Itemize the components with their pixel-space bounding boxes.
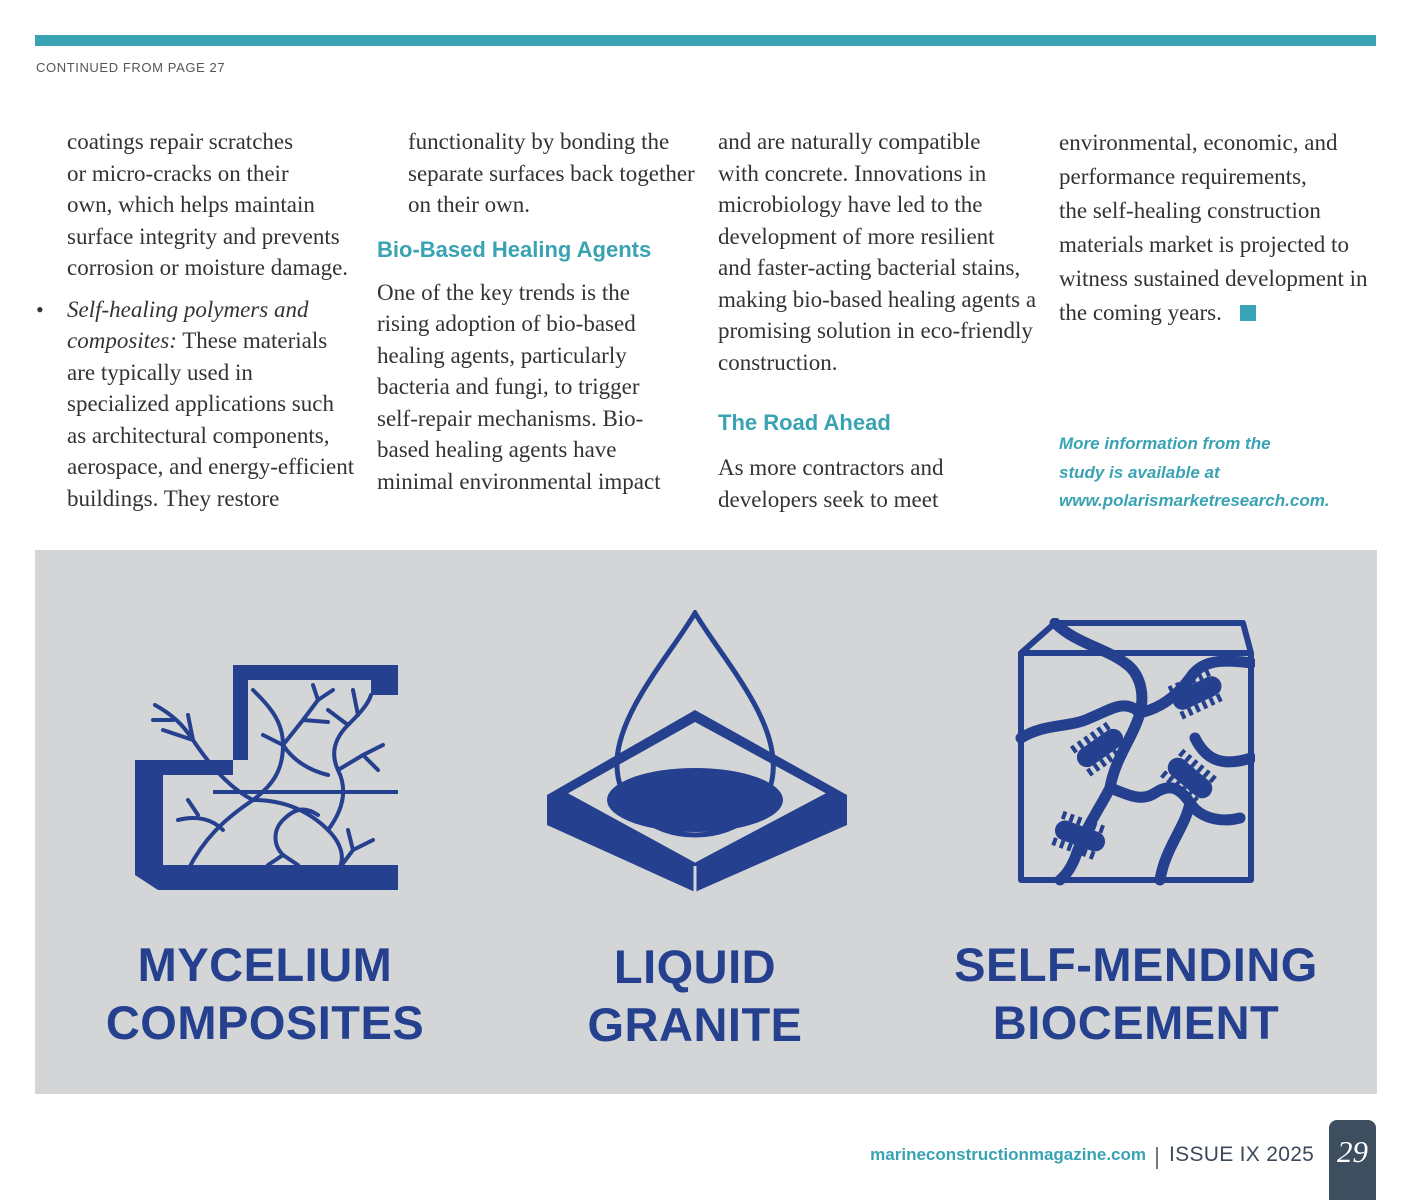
text-line: materials market is projected to xyxy=(1059,232,1349,257)
title-line: COMPOSITES xyxy=(105,996,425,1049)
more-info-note xyxy=(1059,430,1379,516)
text-line: the coming years. xyxy=(1059,300,1222,325)
text-line: buildings. They restore xyxy=(67,485,280,511)
text-line: and faster-acting bacterial stains, xyxy=(718,255,1021,280)
bullet-item xyxy=(36,294,357,515)
biocement-icon xyxy=(1015,618,1255,886)
text-line: and are naturally compatible xyxy=(718,129,981,154)
title-line: LIQUID xyxy=(613,940,777,993)
panel-title-biocement xyxy=(935,936,1337,1052)
more-info-line: study is available at xyxy=(1059,462,1220,482)
section-heading: Bio-Based Healing Agents xyxy=(377,236,652,262)
page-number-tab xyxy=(1329,1120,1376,1200)
text-line: One of the key trends is the xyxy=(377,279,630,305)
text-line: coatings repair scratches xyxy=(67,129,294,154)
top-accent-bar xyxy=(35,35,1376,46)
text-line: or micro-cracks on their xyxy=(67,160,289,186)
text-line: promising solution in eco-friendly xyxy=(718,318,1033,343)
text-line: These materials xyxy=(176,328,328,353)
text-line: development of more resilient xyxy=(718,223,995,249)
text-line: self-repair mechanisms. Bio- xyxy=(377,405,644,431)
bullet-term: Self-healing polymers and xyxy=(67,296,309,322)
text-line: As more contractors and xyxy=(718,455,944,480)
text-line: construction. xyxy=(718,349,838,375)
more-info-link[interactable]: www.polarismarketresearch.com. xyxy=(1059,491,1330,510)
continued-label: CONTINUED FROM PAGE 27 xyxy=(36,60,226,75)
text-line: own, which helps maintain xyxy=(67,192,315,217)
text-line: making bio-based healing agents a xyxy=(718,286,1037,312)
title-line: SELF-MENDING xyxy=(954,938,1318,991)
title-line: MYCELIUM xyxy=(137,938,393,991)
text-line: specialized applications such xyxy=(67,391,334,416)
text-line: surface integrity and prevents xyxy=(67,223,340,249)
bullet-term: composites: xyxy=(67,328,177,353)
text-line: minimal environmental impact xyxy=(377,468,661,494)
text-line: developers seek to meet xyxy=(718,486,939,512)
footer-issue: ISSUE IX 2025 xyxy=(1169,1143,1315,1166)
text-line: bacteria and fungi, to trigger xyxy=(377,374,640,399)
text-line: the self-healing construction xyxy=(1059,198,1321,223)
text-line: microbiology have led to the xyxy=(718,192,983,217)
text-line: with concrete. Innovations in xyxy=(718,160,987,186)
text-line: aerospace, and energy-efficient xyxy=(67,454,355,479)
materials-graphic-panel xyxy=(35,550,1377,1094)
section-heading: The Road Ahead xyxy=(718,410,891,435)
footer-divider xyxy=(1156,1147,1158,1169)
text-line: corrosion or moisture damage. xyxy=(67,255,349,280)
column-2 xyxy=(377,126,707,497)
text-line: on their own. xyxy=(408,192,531,217)
column-4 xyxy=(1059,126,1389,330)
panel-title-mycelium xyxy=(75,936,455,1052)
page-number: 29 xyxy=(1337,1134,1368,1169)
more-info-line: More information from the xyxy=(1059,434,1271,453)
text-line: are typically used in xyxy=(67,359,253,385)
text-line: functionality by bonding the xyxy=(408,129,670,154)
text-line: based healing agents have xyxy=(377,437,617,462)
text-line: separate surfaces back together xyxy=(408,160,695,186)
panel-title-liquid-granite xyxy=(505,938,885,1054)
text-line: as architectural components, xyxy=(67,422,330,448)
text-line: rising adoption of bio-based xyxy=(377,311,636,336)
text-line: healing agents, particularly xyxy=(377,342,627,368)
liquid-drop-icon xyxy=(545,610,850,895)
end-mark-square xyxy=(1240,305,1256,321)
column-3 xyxy=(718,126,1048,515)
footer-site-link[interactable]: marineconstructionmagazine.com xyxy=(870,1145,1146,1164)
text-line: witness sustained development in xyxy=(1059,266,1368,291)
text-line: performance requirements, xyxy=(1059,164,1307,189)
title-line: BIOCEMENT xyxy=(992,996,1280,1049)
column-1 xyxy=(36,126,357,514)
bullet-symbol: • xyxy=(36,296,44,322)
text-line: environmental, economic, and xyxy=(1059,130,1338,155)
title-line: GRANITE xyxy=(587,998,803,1051)
mycelium-icon xyxy=(133,660,403,892)
